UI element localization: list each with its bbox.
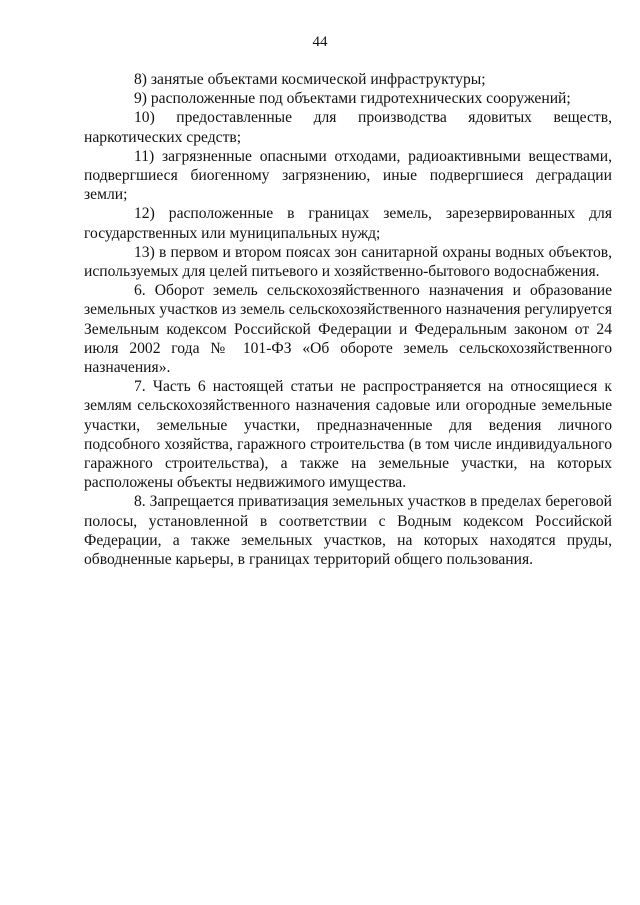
paragraph-item-8: 8) занятые объектами космической инфраструктуры; [134,71,486,88]
paragraph-part-7: 7. Часть 6 настоящей статьи не распространяется на относящиеся к землям сельскохозяйственного назначения садовые или огородные земельные участки, земельные участки, предназначенные для ведения личного подсобного хозяйства, гаражного строительства (в том числе индивидуального гаражного строительства), а также на земельные участки, на которых расположены объекты недвижимого имущества. [84,378,612,492]
paragraph-part-6: 6. Оборот земель сельскохозяйственного назначения и образование земельных участков из земель сельскохозяйственного назначения регулируется Земельным кодексом Российской Федерации и Федеральным законом от 24 июля 2002 года № 101-ФЗ «Об обороте земель сельскохозяйственного назначения». [84,282,612,377]
paragraph-item-12: 12) расположенные в границах земель, зарезервированных для государственных или муниципальных нужд; [84,205,612,242]
document-body [84,70,612,569]
paragraph-item-11: 11) загрязненные опасными отходами, радиоактивными веществами, подвергшиеся биогенному загрязнению, иные подвергшиеся деградации земли; [84,147,612,204]
paragraph-item-10: 10) предоставленные для производства ядовитых веществ, наркотических средств; [84,109,612,146]
page-number: 44 [312,34,328,50]
paragraph-part-8: 8. Запрещается приватизация земельных участков в пределах береговой полосы, установленной в соответствии с Водным кодексом Российской Федерации, а также земельных участков, на которых находятся пруды, обводненные карьеры, в границах территорий общего пользования. [84,493,612,569]
paragraph-item-13: 13) в первом и втором поясах зон санитарной охраны водных объектов, используемых для целей питьевого и хозяйственно-бытового водоснабжения. [84,243,612,281]
paragraph-item-9: 9) расположенные под объектами гидротехнических сооружений; [134,90,571,108]
